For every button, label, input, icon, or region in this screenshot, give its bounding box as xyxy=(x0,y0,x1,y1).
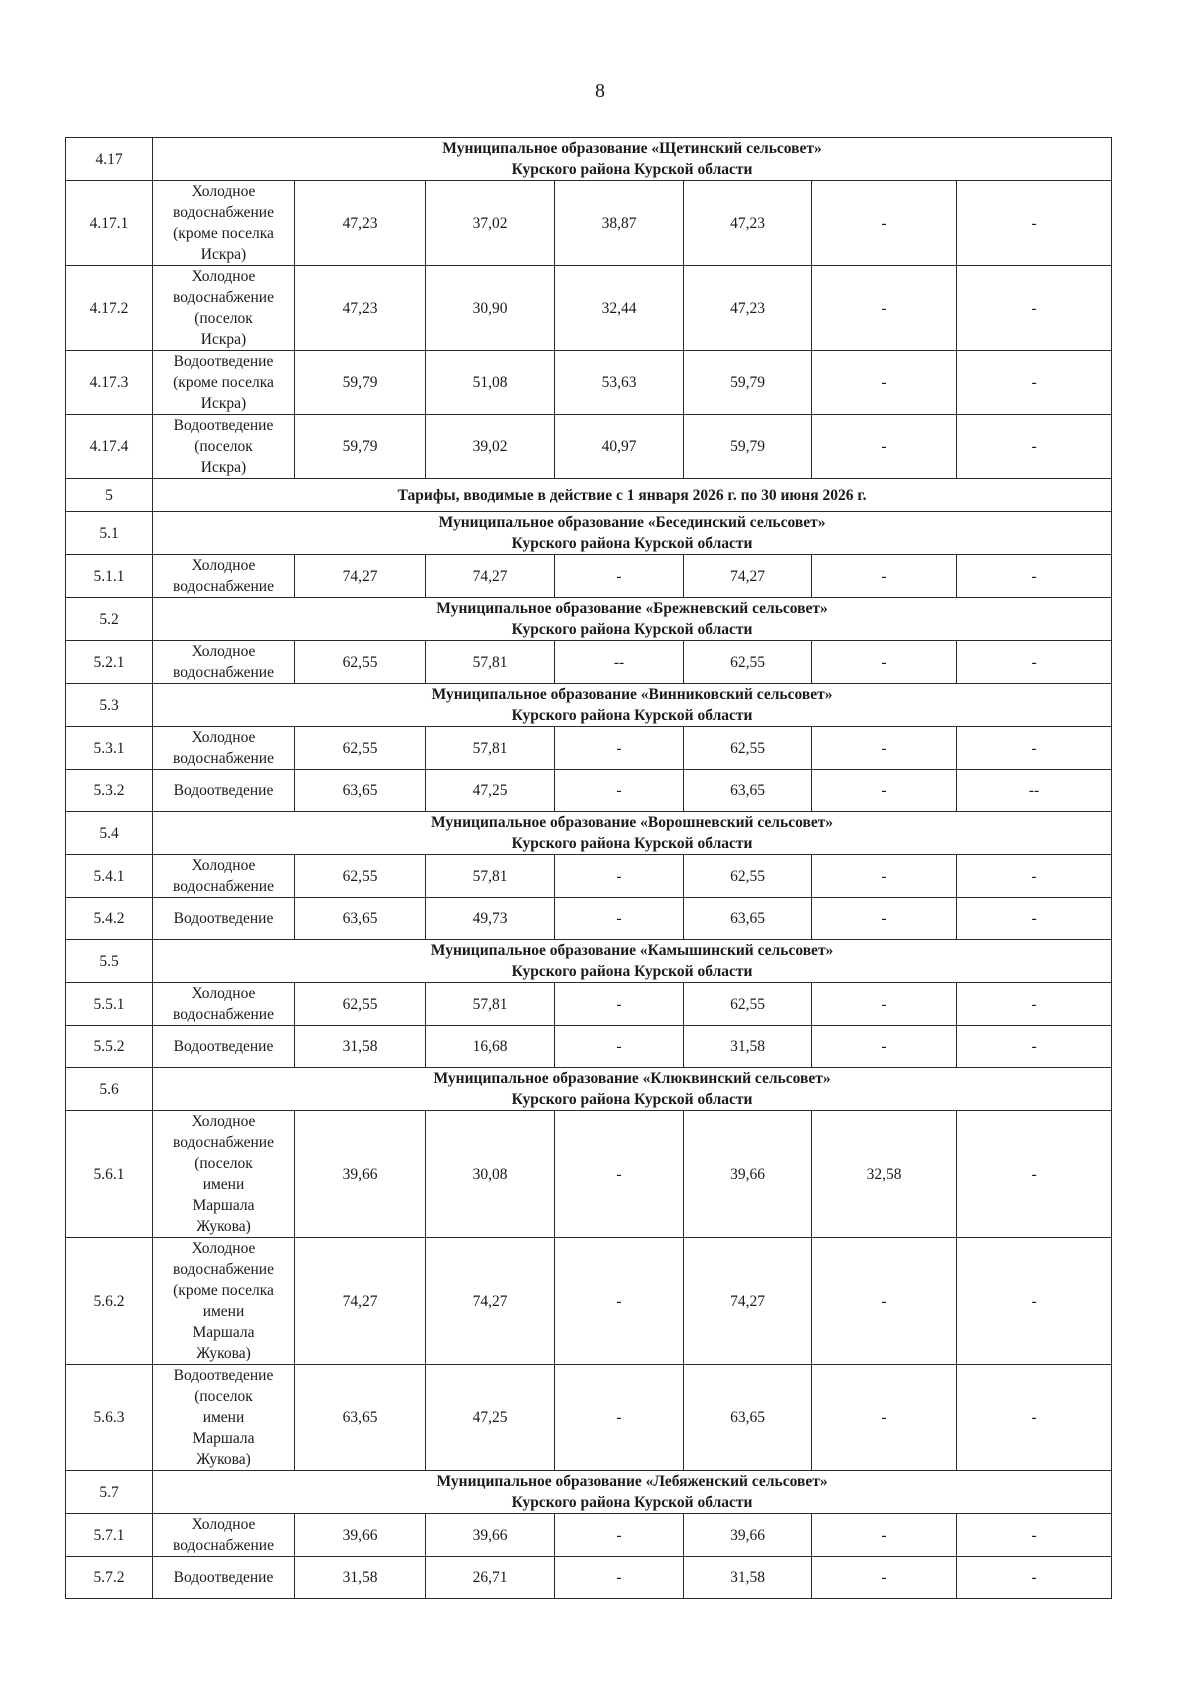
service-line: Водоотведение xyxy=(173,782,274,799)
value-cell: 31,58 xyxy=(295,1026,426,1068)
service-line: Водоотведение xyxy=(173,1569,274,1586)
value-cell: - xyxy=(812,1557,957,1599)
value-cell: 39,66 xyxy=(684,1514,812,1557)
row-number: 5.7.2 xyxy=(66,1557,153,1599)
service-line: Холодное xyxy=(191,183,256,200)
value-cell: - xyxy=(812,727,957,770)
row-number: 5.1.1 xyxy=(66,555,153,598)
value-cell: 31,58 xyxy=(684,1557,812,1599)
value-cell: 30,08 xyxy=(426,1111,555,1238)
service-cell xyxy=(153,181,295,266)
value-cell: 47,25 xyxy=(426,770,555,812)
service-line: Холодное xyxy=(191,557,256,574)
service-cell xyxy=(153,1238,295,1365)
value-cell: - xyxy=(957,1365,1112,1471)
value-cell: - xyxy=(812,266,957,351)
value-cell: - xyxy=(555,1111,684,1238)
row-number: 5.4.2 xyxy=(66,898,153,940)
table-row xyxy=(66,983,1112,1026)
row-number: 5.1 xyxy=(66,512,153,555)
row-number: 5.3.1 xyxy=(66,727,153,770)
service-line: Маршала xyxy=(192,1430,255,1447)
value-cell: 62,55 xyxy=(295,641,426,684)
value-cell: 74,27 xyxy=(426,1238,555,1365)
service-cell xyxy=(153,1557,295,1599)
table-row xyxy=(66,181,1112,266)
value-cell: - xyxy=(555,1238,684,1365)
value-cell: - xyxy=(957,1514,1112,1557)
value-cell: 74,27 xyxy=(684,555,812,598)
section-row xyxy=(66,684,1112,727)
row-number: 4.17.1 xyxy=(66,181,153,266)
service-line: Жукова) xyxy=(196,1218,251,1235)
service-cell xyxy=(153,1111,295,1238)
section-title-line: Курского района Курской области xyxy=(511,535,753,552)
value-cell: - xyxy=(812,351,957,415)
value-cell: - xyxy=(957,181,1112,266)
service-cell xyxy=(153,555,295,598)
section-title-line: Курского района Курской области xyxy=(511,161,753,178)
value-cell: 47,25 xyxy=(426,1365,555,1471)
tariff-table-body xyxy=(66,138,1112,1599)
service-cell xyxy=(153,266,295,351)
section-title xyxy=(153,940,1112,983)
value-cell: - xyxy=(812,555,957,598)
value-cell: - xyxy=(957,266,1112,351)
service-line: Водоотведение xyxy=(173,910,274,927)
value-cell: 57,81 xyxy=(426,641,555,684)
section-row xyxy=(66,1068,1112,1111)
value-cell: - xyxy=(957,641,1112,684)
value-cell: 63,65 xyxy=(684,1365,812,1471)
row-number: 5.7 xyxy=(66,1471,153,1514)
row-number: 5.6.2 xyxy=(66,1238,153,1365)
table-row xyxy=(66,1026,1112,1068)
value-cell: - xyxy=(812,1365,957,1471)
value-cell: - xyxy=(812,181,957,266)
service-cell xyxy=(153,855,295,898)
value-cell: - xyxy=(555,855,684,898)
service-cell xyxy=(153,641,295,684)
value-cell: 39,02 xyxy=(426,415,555,479)
value-cell: 62,55 xyxy=(295,983,426,1026)
row-number: 5.5.1 xyxy=(66,983,153,1026)
table-row xyxy=(66,1514,1112,1557)
value-cell: 62,55 xyxy=(684,983,812,1026)
row-number: 5.2 xyxy=(66,598,153,641)
value-cell: 63,65 xyxy=(295,1365,426,1471)
value-cell: - xyxy=(555,1365,684,1471)
value-cell: - xyxy=(812,415,957,479)
section-title xyxy=(153,479,1112,512)
service-line: (поселок xyxy=(194,1155,253,1172)
value-cell: - xyxy=(555,555,684,598)
value-cell: 59,79 xyxy=(295,415,426,479)
section-title-line: Курского района Курской области xyxy=(511,707,753,724)
section-title xyxy=(153,512,1112,555)
value-cell: - xyxy=(957,1238,1112,1365)
row-number: 5.4.1 xyxy=(66,855,153,898)
value-cell: - xyxy=(555,983,684,1026)
service-line: Водоотведение xyxy=(173,417,274,434)
value-cell: 32,58 xyxy=(812,1111,957,1238)
value-cell: - xyxy=(957,1111,1112,1238)
table-row xyxy=(66,1238,1112,1365)
service-line: Холодное xyxy=(191,268,256,285)
value-cell: 62,55 xyxy=(295,727,426,770)
value-cell: 59,79 xyxy=(684,415,812,479)
value-cell: 39,66 xyxy=(684,1111,812,1238)
row-number: 5.6.1 xyxy=(66,1111,153,1238)
service-line: Искра) xyxy=(200,331,247,348)
value-cell: - xyxy=(957,727,1112,770)
service-line: (поселок xyxy=(194,310,253,327)
value-cell: - xyxy=(812,1026,957,1068)
row-number: 4.17 xyxy=(66,138,153,181)
value-cell: 47,23 xyxy=(295,181,426,266)
service-line: (кроме поселка xyxy=(173,225,274,242)
service-line: Водоотведение xyxy=(173,1367,274,1384)
value-cell: 26,71 xyxy=(426,1557,555,1599)
service-line: (кроме поселка xyxy=(173,374,274,391)
value-cell: 63,65 xyxy=(684,898,812,940)
value-cell: 62,55 xyxy=(684,727,812,770)
value-cell: 39,66 xyxy=(426,1514,555,1557)
section-title-line: Муниципальное образование «Бесединский сельсовет» xyxy=(438,514,826,531)
value-cell: 49,73 xyxy=(426,898,555,940)
table-row xyxy=(66,351,1112,415)
value-cell: 47,23 xyxy=(684,266,812,351)
value-cell: 31,58 xyxy=(684,1026,812,1068)
value-cell: 31,58 xyxy=(295,1557,426,1599)
row-number: 5.5.2 xyxy=(66,1026,153,1068)
value-cell: - xyxy=(957,555,1112,598)
table-row xyxy=(66,1365,1112,1471)
service-cell xyxy=(153,898,295,940)
table-row xyxy=(66,555,1112,598)
service-line: водоснабжение xyxy=(173,1006,274,1023)
table-row xyxy=(66,855,1112,898)
value-cell: 74,27 xyxy=(295,555,426,598)
service-line: Маршала xyxy=(192,1324,255,1341)
value-cell: 74,27 xyxy=(295,1238,426,1365)
value-cell: 74,27 xyxy=(426,555,555,598)
section-title-line: Муниципальное образование «Винниковский сельсовет» xyxy=(431,686,833,703)
value-cell: 51,08 xyxy=(426,351,555,415)
section-title-line: Муниципальное образование «Клюквинский сельсовет» xyxy=(433,1070,831,1087)
service-line: Холодное xyxy=(191,1240,256,1257)
service-line: Холодное xyxy=(191,1516,256,1533)
value-cell: - xyxy=(555,1514,684,1557)
value-cell: - xyxy=(957,898,1112,940)
table-row xyxy=(66,770,1112,812)
value-cell: - xyxy=(812,770,957,812)
value-cell: - xyxy=(957,983,1112,1026)
service-line: Холодное xyxy=(191,643,256,660)
value-cell: 57,81 xyxy=(426,855,555,898)
value-cell: 40,97 xyxy=(555,415,684,479)
section-row xyxy=(66,479,1112,512)
service-line: водоснабжение xyxy=(173,204,274,221)
value-cell: 47,23 xyxy=(295,266,426,351)
value-cell: 57,81 xyxy=(426,983,555,1026)
table-row xyxy=(66,641,1112,684)
value-cell: 38,87 xyxy=(555,181,684,266)
service-line: водоснабжение xyxy=(173,1134,274,1151)
service-line: Жукова) xyxy=(196,1345,251,1362)
service-line: Холодное xyxy=(191,857,256,874)
section-row xyxy=(66,138,1112,181)
row-number: 5 xyxy=(66,479,153,512)
section-row xyxy=(66,812,1112,855)
service-line: Искра) xyxy=(200,395,247,412)
value-cell: 63,65 xyxy=(684,770,812,812)
value-cell: 59,79 xyxy=(295,351,426,415)
section-title-line: Курского района Курской области xyxy=(511,621,753,638)
row-number: 5.2.1 xyxy=(66,641,153,684)
service-line: имени xyxy=(202,1409,245,1426)
service-line: Холодное xyxy=(191,729,256,746)
section-title-line: Курского района Курской области xyxy=(511,1091,753,1108)
service-cell xyxy=(153,727,295,770)
service-line: Искра) xyxy=(200,246,247,263)
value-cell: - xyxy=(812,1514,957,1557)
row-number: 5.7.1 xyxy=(66,1514,153,1557)
value-cell: 62,55 xyxy=(684,641,812,684)
table-row xyxy=(66,1111,1112,1238)
value-cell: 53,63 xyxy=(555,351,684,415)
service-line: Водоотведение xyxy=(173,1038,274,1055)
section-title xyxy=(153,1471,1112,1514)
section-title-line: Муниципальное образование «Ворошневский сельсовет» xyxy=(431,814,834,831)
table-row xyxy=(66,898,1112,940)
table-row xyxy=(66,1557,1112,1599)
value-cell: - xyxy=(812,983,957,1026)
value-cell: 16,68 xyxy=(426,1026,555,1068)
service-line: водоснабжение xyxy=(173,289,274,306)
service-line: водоснабжение xyxy=(173,664,274,681)
value-cell: 62,55 xyxy=(684,855,812,898)
row-number: 4.17.4 xyxy=(66,415,153,479)
section-title xyxy=(153,812,1112,855)
service-line: Водоотведение xyxy=(173,353,274,370)
service-line: водоснабжение xyxy=(173,878,274,895)
table-row xyxy=(66,727,1112,770)
section-title xyxy=(153,598,1112,641)
tariff-table xyxy=(65,137,1112,1599)
value-cell: - xyxy=(555,1557,684,1599)
value-cell: 30,90 xyxy=(426,266,555,351)
service-cell xyxy=(153,351,295,415)
section-title-line: Тарифы, вводимые в действие с 1 января 2026 г. по 30 июня 2026 г. xyxy=(397,486,867,504)
value-cell: 63,65 xyxy=(295,898,426,940)
section-title-line: Муниципальное образование «Щетинский сельсовет» xyxy=(442,140,822,157)
row-number: 5.3 xyxy=(66,684,153,727)
value-cell: -- xyxy=(957,770,1112,812)
section-title-line: Муниципальное образование «Камышинский сельсовет» xyxy=(430,942,834,959)
section-title xyxy=(153,138,1112,181)
service-line: водоснабжение xyxy=(173,578,274,595)
row-number: 4.17.2 xyxy=(66,266,153,351)
row-number: 5.6.3 xyxy=(66,1365,153,1471)
row-number: 5.4 xyxy=(66,812,153,855)
table-row xyxy=(66,415,1112,479)
value-cell: - xyxy=(957,1026,1112,1068)
value-cell: - xyxy=(555,727,684,770)
row-number: 5.5 xyxy=(66,940,153,983)
value-cell: - xyxy=(957,415,1112,479)
value-cell: - xyxy=(555,1026,684,1068)
service-cell xyxy=(153,1026,295,1068)
value-cell: -- xyxy=(555,641,684,684)
service-cell xyxy=(153,983,295,1026)
value-cell: - xyxy=(812,855,957,898)
value-cell: 39,66 xyxy=(295,1514,426,1557)
service-line: водоснабжение xyxy=(173,1261,274,1278)
value-cell: 57,81 xyxy=(426,727,555,770)
value-cell: - xyxy=(957,351,1112,415)
value-cell: - xyxy=(812,641,957,684)
service-line: (кроме поселка xyxy=(173,1282,274,1299)
value-cell: 63,65 xyxy=(295,770,426,812)
page-number: 8 xyxy=(595,80,605,102)
service-line: Маршала xyxy=(192,1197,255,1214)
service-line: Жукова) xyxy=(196,1451,251,1468)
section-title-line: Курского района Курской области xyxy=(511,835,753,852)
value-cell: - xyxy=(812,898,957,940)
service-cell xyxy=(153,1365,295,1471)
service-line: (поселок xyxy=(194,438,253,455)
service-cell xyxy=(153,415,295,479)
value-cell: 47,23 xyxy=(684,181,812,266)
value-cell: - xyxy=(555,898,684,940)
section-title xyxy=(153,1068,1112,1111)
service-line: водоснабжение xyxy=(173,1537,274,1554)
row-number: 5.6 xyxy=(66,1068,153,1111)
service-line: Холодное xyxy=(191,1113,256,1130)
service-line: водоснабжение xyxy=(173,750,274,767)
section-title-line: Муниципальное образование «Лебяженский сельсовет» xyxy=(436,1473,828,1490)
section-row xyxy=(66,1471,1112,1514)
value-cell: - xyxy=(957,855,1112,898)
value-cell: 39,66 xyxy=(295,1111,426,1238)
service-cell xyxy=(153,770,295,812)
value-cell: - xyxy=(555,770,684,812)
section-title-line: Курского района Курской области xyxy=(511,1494,753,1511)
value-cell: 62,55 xyxy=(295,855,426,898)
value-cell: 59,79 xyxy=(684,351,812,415)
value-cell: 74,27 xyxy=(684,1238,812,1365)
section-title-line: Муниципальное образование «Брежневский сельсовет» xyxy=(436,600,828,617)
row-number: 4.17.3 xyxy=(66,351,153,415)
service-line: (поселок xyxy=(194,1388,253,1405)
table-row xyxy=(66,266,1112,351)
row-number: 5.3.2 xyxy=(66,770,153,812)
section-row xyxy=(66,598,1112,641)
section-row xyxy=(66,940,1112,983)
service-cell xyxy=(153,1514,295,1557)
service-line: Искра) xyxy=(200,459,247,476)
service-line: имени xyxy=(202,1176,245,1193)
value-cell: 32,44 xyxy=(555,266,684,351)
value-cell: 37,02 xyxy=(426,181,555,266)
section-row xyxy=(66,512,1112,555)
service-line: Холодное xyxy=(191,985,256,1002)
service-line: имени xyxy=(202,1303,245,1320)
value-cell: - xyxy=(812,1238,957,1365)
section-title-line: Курского района Курской области xyxy=(511,963,753,980)
value-cell: - xyxy=(957,1557,1112,1599)
section-title xyxy=(153,684,1112,727)
